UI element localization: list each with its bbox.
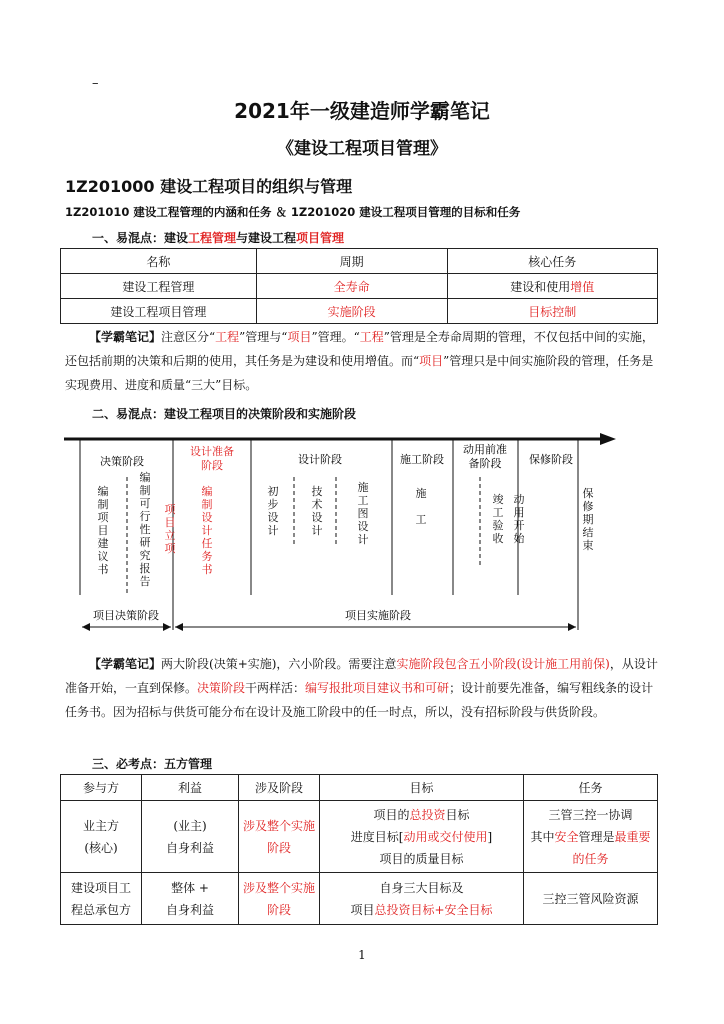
- epc-party-line2: 程总承包方: [70, 902, 131, 917]
- epc-goals: [320, 873, 524, 925]
- section1-note: [65, 325, 660, 397]
- label-warranty-end: 保修期结束: [582, 487, 594, 552]
- span-arrowhead: [82, 623, 90, 631]
- label-approval: 项目立项: [164, 503, 176, 555]
- note-text: 注意区分“: [161, 330, 216, 344]
- note-highlight: 工程: [215, 330, 240, 344]
- owner-task1: 三管三控一协调: [548, 807, 633, 822]
- note-text: ”管理只是中间实施阶段的管理，任务是实现费用、进度和质量“三大”目标。: [65, 354, 654, 392]
- section3-heading: 三、必考点：五方管理: [92, 757, 213, 771]
- owner-goal1-pre: 项目的: [373, 807, 410, 822]
- owner-goal2-red: 动用或交付使用: [403, 829, 488, 844]
- owner-goal2-pre: 进度目标[: [350, 829, 404, 844]
- table1-header-period: 周期: [256, 249, 447, 274]
- label-technical-design: 技术设计: [311, 485, 323, 537]
- note-highlight: 编写报批项目建议书和可研: [305, 681, 450, 695]
- owner-party-line2: (核心): [84, 840, 118, 855]
- table2-header-interest: 利益: [142, 775, 239, 801]
- note-highlight: 项目: [419, 354, 444, 368]
- note-text: ”管理与“: [239, 330, 288, 344]
- section1-heading-pre: 一、易混点：建设: [92, 231, 189, 245]
- table1-row1-period: 全寿命: [256, 274, 447, 299]
- owner-goal1-post: 目标: [445, 807, 470, 822]
- label-design-brief: 编制设计任务书: [201, 485, 213, 576]
- owner-interest-line1: (业主): [173, 818, 207, 833]
- table1-row1-task-red: 增值: [570, 279, 595, 294]
- table2-header-stage: 涉及阶段: [239, 775, 320, 801]
- stage-construction: 施工阶段: [400, 453, 444, 466]
- vertical-labels: [98, 470, 594, 588]
- owner-interest: [142, 801, 239, 873]
- owner-task2-red1: 安全: [554, 829, 579, 844]
- note-text: ，从设计准备开始，一直到保修。: [65, 657, 658, 695]
- owner-stage: 涉及整个实施阶段: [239, 801, 320, 873]
- management-comparison-table: [60, 248, 658, 324]
- label-use-start: 动用开始: [513, 493, 525, 545]
- table2-header-task: 任务: [524, 775, 658, 801]
- table1-header-task: 核心任务: [447, 249, 657, 274]
- label-proposal: 编制项目建议书: [97, 485, 109, 576]
- owner-task2-mid: 管理是: [578, 829, 615, 844]
- owner-interest-line2: 自身利益: [165, 840, 214, 855]
- note-highlight: 工程: [359, 330, 384, 344]
- owner-goal2: [324, 826, 519, 848]
- epc-stage: 涉及整个实施阶段: [239, 873, 320, 925]
- note-text: 两大阶段(决策+实施)，六小阶段。需要注意: [161, 657, 397, 671]
- owner-goal1-red: 总投资: [409, 807, 446, 822]
- owner-task2-pre: 其中: [530, 829, 555, 844]
- note-highlight: 决策阶段: [197, 681, 246, 695]
- stage-pre-use-2: 备阶段: [468, 457, 502, 470]
- section1-heading-red2: 项目管理: [296, 231, 345, 245]
- stage-pre-use-1: 动用前准: [463, 443, 507, 456]
- table1-row1-task: [447, 274, 657, 299]
- span-arrowhead: [175, 623, 183, 631]
- note-text: 干两样活：: [245, 681, 306, 695]
- epc-goal2-red: 总投资目标+安全目标: [374, 902, 493, 917]
- section1-heading: [92, 229, 344, 246]
- epc-party-line1: 建设项目工: [70, 880, 131, 895]
- stage-design-prep-1: 设计准备: [190, 445, 234, 458]
- epc-task: 三控三管风险资源: [524, 873, 658, 925]
- note-text: ；设计前要先准备，编写粗线条的设计任务书。因为招标与供货可能分布在设计及施工阶段中的任一时点，所以，没有招标阶段与供货阶段。: [65, 681, 654, 719]
- stage-design-prep-2: 阶段: [201, 459, 223, 472]
- span-implementation-label: 项目实施阶段: [345, 609, 411, 622]
- span-arrowhead: [568, 623, 576, 631]
- section1-heading-red1: 工程管理: [188, 231, 237, 245]
- owner-party-line1: 业主方: [82, 818, 119, 833]
- table1-row2-name: 建设工程项目管理: [61, 299, 257, 324]
- owner-goal3: 项目的质量目标: [379, 851, 464, 866]
- label-acceptance: 竣工验收: [492, 493, 504, 545]
- epc-interest: [142, 873, 239, 925]
- timeline-arrowhead: [600, 433, 616, 445]
- note-text: ”管理。“: [311, 330, 360, 344]
- table1-row1-task-pre: 建设和使用: [510, 279, 571, 294]
- epc-interest-line1: 整体 +: [171, 880, 209, 895]
- five-parties-table: [60, 774, 658, 925]
- page-title: 2021年一级建造师学霸笔记: [234, 99, 490, 123]
- note-text: ”管理是全寿命周期的管理，不仅包括中间的实施，还包括前期的决策和后期的使用，其任务是为建设和使用增值。而“: [65, 330, 654, 368]
- note-highlight: 实施阶段包含五小阶段(设计施工用前保): [396, 657, 610, 671]
- epc-goal1: 自身三大目标及: [379, 880, 464, 895]
- epc-goal2-pre: 项目: [350, 902, 375, 917]
- table1-header-name: 名称: [61, 249, 257, 274]
- stage-design: 设计阶段: [298, 453, 342, 466]
- page-subtitle: 《建设工程项目管理》: [277, 139, 447, 159]
- label-prelim-design: 初步设计: [267, 485, 279, 537]
- label-build: 施工: [415, 487, 427, 526]
- stage-decision: 决策阶段: [100, 455, 144, 468]
- section-heading: 1Z201010 建设工程管理的内涵和任务 ＆ 1Z201020 建设工程项目管理的目标和任务: [65, 205, 521, 219]
- section1-heading-mid: 与建设工程: [236, 231, 297, 245]
- owner-task: [524, 801, 658, 873]
- note-label: 【学霸笔记】: [89, 330, 162, 344]
- page-number: 1: [358, 948, 366, 962]
- owner-party: [61, 801, 142, 873]
- span-arrowhead: [163, 623, 171, 631]
- table2-header-goal: 目标: [320, 775, 524, 801]
- table1-row1-name: 建设工程管理: [61, 274, 257, 299]
- epc-interest-line2: 自身利益: [165, 902, 214, 917]
- label-drawing-design: 施工图设计: [357, 481, 369, 546]
- project-lifecycle-diagram: [60, 425, 620, 635]
- owner-task2-red2: 最重要的任务: [572, 829, 651, 866]
- note-label: 【学霸笔记】: [89, 657, 162, 671]
- chapter-heading: 1Z201000 建设工程项目的组织与管理: [65, 177, 353, 196]
- note-highlight: 项目: [287, 330, 312, 344]
- label-feasibility: 编制可行性研究报告: [139, 471, 151, 588]
- table2-header-party: 参与方: [61, 775, 142, 801]
- table1-row2-task: 目标控制: [447, 299, 657, 324]
- epc-party: [61, 873, 142, 925]
- table1-row2-period: 实施阶段: [256, 299, 447, 324]
- stage-warranty: 保修阶段: [529, 453, 573, 466]
- section2-heading: 二、易混点：建设工程项目的决策阶段和实施阶段: [92, 407, 357, 421]
- header-dash: –: [92, 76, 99, 91]
- epc-goal2: [324, 899, 519, 921]
- span-decision-label: 项目决策阶段: [93, 609, 159, 622]
- owner-goals: [320, 801, 524, 873]
- section2-note: [65, 652, 660, 724]
- owner-goal2-post: ]: [487, 829, 493, 844]
- owner-goal1: [324, 804, 519, 826]
